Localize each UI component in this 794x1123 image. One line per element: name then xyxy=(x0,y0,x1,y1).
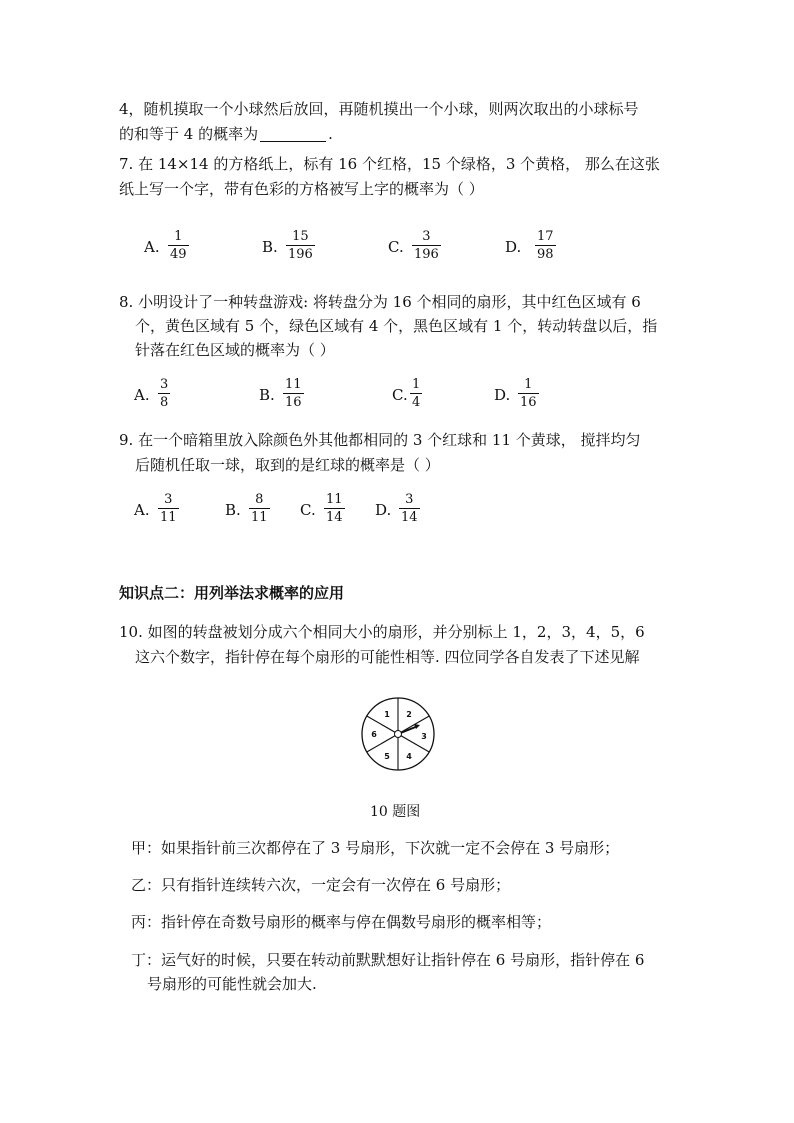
option-label: B. xyxy=(262,238,278,256)
option-label: D. xyxy=(505,238,522,256)
denominator: 49 xyxy=(170,247,187,262)
denominator: 196 xyxy=(288,247,313,262)
q4-line-2-end: . xyxy=(328,125,333,143)
numerator: 1 xyxy=(174,229,183,244)
option-label: D. xyxy=(494,386,511,404)
fraction-bar xyxy=(168,245,189,246)
fraction xyxy=(168,229,189,262)
q8-line-1: 8. 小明设计了一种转盘游戏: 将转盘分为 16 个相同的扇形，其中红色区域有 6 xyxy=(119,293,641,311)
q8-line-2: 个，黄色区域有 5 个，绿色区域有 4 个，黑色区域有 1 个，转动转盘以后，指 xyxy=(135,317,658,335)
sector-label-1: 1 xyxy=(384,710,390,719)
q10-line-1: 10. 如图的转盘被划分成六个相同大小的扇形，并分别标上 1，2，3，4，5，6 xyxy=(119,623,645,641)
q4-line-2 xyxy=(119,124,333,144)
fraction xyxy=(158,377,170,410)
numerator: 1 xyxy=(524,377,533,392)
fraction-bar xyxy=(286,245,315,246)
option-label: D. xyxy=(375,501,392,519)
denominator: 196 xyxy=(414,247,439,262)
q8-line-3: 针落在红色区域的概率为（ ） xyxy=(135,341,335,359)
numerator: 3 xyxy=(160,377,169,392)
option-label: A. xyxy=(134,386,150,404)
sector-label-2: 2 xyxy=(406,710,412,719)
wheel-hub xyxy=(395,731,402,738)
fraction-bar xyxy=(410,393,422,394)
fraction-bar xyxy=(518,393,539,394)
sector-label-3: 3 xyxy=(421,732,427,741)
fraction xyxy=(535,229,556,262)
sector-label-5: 5 xyxy=(384,752,390,761)
option-label: B. xyxy=(259,386,275,404)
q4-line-2-text: 的和等于 4 的概率为 xyxy=(119,125,259,143)
denominator: 16 xyxy=(520,395,537,410)
option-label: C. xyxy=(300,501,316,519)
fraction-bar xyxy=(249,508,270,509)
statement-jia: 甲：如果指针前三次都停在了 3 号扇形，下次就一定不会停在 3 号扇形； xyxy=(131,839,620,857)
numerator: 17 xyxy=(537,229,554,244)
denominator: 4 xyxy=(412,395,421,410)
answer-blank xyxy=(260,126,326,142)
sector-label-6: 6 xyxy=(371,730,377,739)
denominator: 11 xyxy=(251,510,268,525)
fraction xyxy=(412,229,441,262)
q9-line-2: 后随机任取一球，取到的是红球的概率是（ ） xyxy=(135,456,440,474)
statement-ding-line-2: 号扇形的可能性就会加大. xyxy=(147,975,317,993)
spinner-wheel xyxy=(358,697,438,777)
fraction-bar xyxy=(399,508,420,509)
fraction-bar xyxy=(535,245,556,246)
q4-line-1: 4，随机摸取一个小球然后放回，再随机摸出一个小球，则两次取出的小球标号 xyxy=(119,100,639,118)
numerator: 3 xyxy=(405,492,414,507)
q7-line-1: 7. 在 14×14 的方格纸上，标有 16 个红格，15 个绿格，3 个黄格， 那么在这张 xyxy=(119,155,660,173)
fraction-bar xyxy=(158,393,170,394)
figure-caption: 10 题图 xyxy=(370,804,421,820)
q9-line-1: 9. 在一个暗箱里放入除颜色外其他都相同的 3 个红球和 11 个黄球， 搅拌均匀 xyxy=(119,431,641,449)
statement-bing: 丙：指针停在奇数号扇形的概率与停在偶数号扇形的概率相等； xyxy=(131,913,552,931)
fraction xyxy=(249,492,270,525)
fraction xyxy=(399,492,420,525)
statement-yi: 乙：只有指针连续转六次，一定会有一次停在 6 号扇形； xyxy=(131,876,511,894)
numerator: 11 xyxy=(326,492,343,507)
numerator: 3 xyxy=(164,492,173,507)
statement-ding-line-1: 丁：运气好的时候，只要在转动前默默想好让指针停在 6 号扇形，指针停在 6 xyxy=(131,951,645,969)
option-label: C. xyxy=(388,238,404,256)
fraction xyxy=(286,229,315,262)
q7-line-2: 纸上写一个字，带有色彩的方格被写上字的概率为（ ） xyxy=(119,180,484,198)
denominator: 14 xyxy=(326,510,343,525)
numerator: 3 xyxy=(422,229,431,244)
denominator: 98 xyxy=(537,247,554,262)
option-label: A. xyxy=(134,501,150,519)
denominator: 14 xyxy=(401,510,418,525)
numerator: 11 xyxy=(285,377,302,392)
option-label: A. xyxy=(144,238,160,256)
denominator: 8 xyxy=(160,395,169,410)
fraction xyxy=(518,377,539,410)
fraction xyxy=(410,377,422,410)
fraction-bar xyxy=(412,245,441,246)
section-heading: 知识点二：用列举法求概率的应用 xyxy=(119,584,345,602)
fraction-bar xyxy=(283,393,304,394)
q10-line-2: 这六个数字，指针停在每个扇形的可能性相等. 四位同学各自发表了下述见解 xyxy=(135,648,640,666)
option-label: C. xyxy=(392,386,408,404)
numerator: 15 xyxy=(292,229,309,244)
fraction-bar xyxy=(324,508,345,509)
numerator: 1 xyxy=(412,377,421,392)
fraction-bar xyxy=(158,508,179,509)
fraction xyxy=(158,492,179,525)
option-label: B. xyxy=(225,501,241,519)
denominator: 16 xyxy=(285,395,302,410)
fraction xyxy=(283,377,304,410)
fraction xyxy=(324,492,345,525)
numerator: 8 xyxy=(255,492,264,507)
denominator: 11 xyxy=(160,510,177,525)
sector-label-4: 4 xyxy=(406,752,412,761)
